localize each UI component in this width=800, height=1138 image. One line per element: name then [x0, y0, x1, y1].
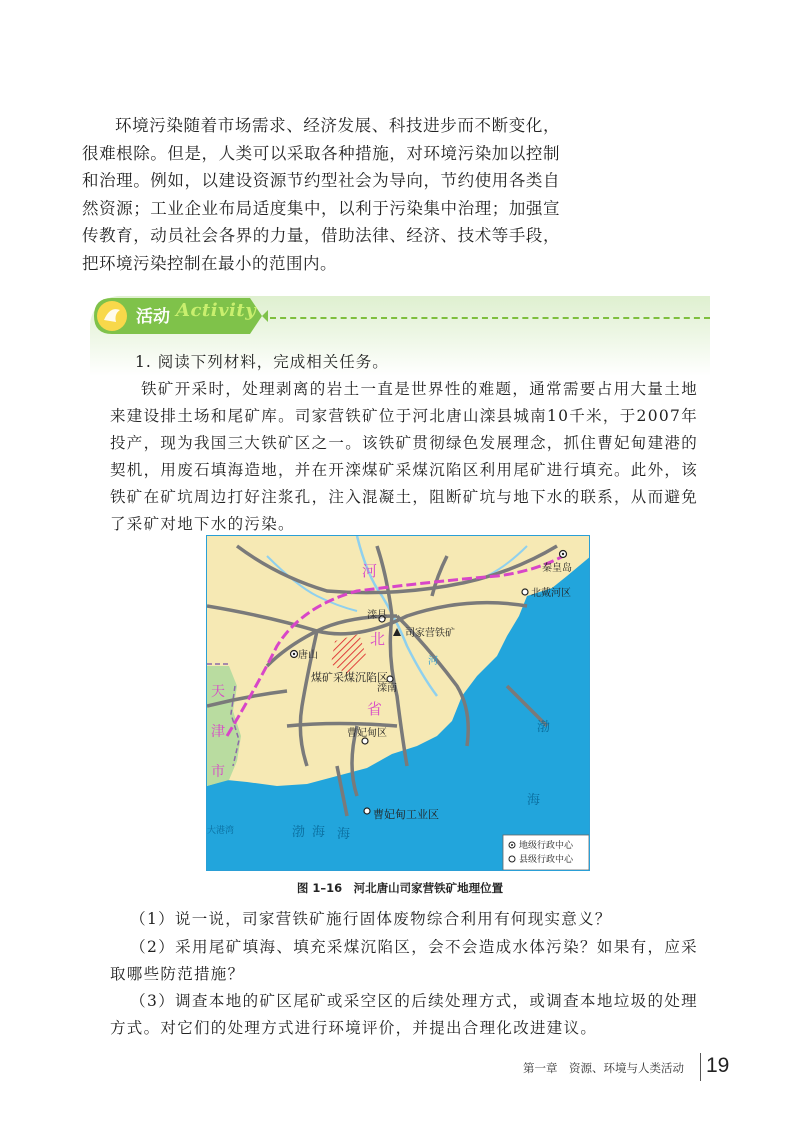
label-qinhuangdao: 秦皇岛: [542, 563, 572, 574]
activity-title: 活动: [136, 307, 170, 327]
label-hai-south-2: 海: [337, 827, 351, 842]
footer-chapter: 第一章 资源、环境与人类活动: [523, 1061, 684, 1075]
label-bo-south: 渤: [292, 825, 306, 840]
label-river-he: 河: [428, 656, 438, 667]
map-caption: 图 1–16 河北唐山司家营铁矿地理位置: [296, 881, 504, 895]
map-svg: [207, 536, 590, 871]
task-material: 铁矿开采时，处理剥离的岩土一直是世界性的难题，通常需要占用大量土地来建设排土场和尾矿库。司家营铁矿位于河北唐山滦县城南10千米，于2007年投产，现为我国三大铁矿区之一。该铁矿贯彻绿色发展理念，抓住曹妃甸建港的契机，用废石填海造地，并在开滦煤矿采煤沉陷区利用尾矿进行填充。此外，该铁矿在矿坑周边打好注浆孔，注入混凝土，阻断矿坑与地下水的联系，从而避免了采矿对地下水的污染。: [110, 380, 699, 533]
label-dagang: 大港湾: [207, 826, 235, 836]
label-luanxian: 滦县: [367, 610, 387, 621]
label-tian: 天: [211, 684, 225, 700]
activity-divider: [270, 317, 710, 319]
label-sheng-large: 省: [367, 700, 383, 718]
legend-county-label: 县级行政中心: [519, 855, 574, 865]
label-hai: 海: [527, 793, 541, 808]
label-luannan: 滦南: [377, 683, 397, 694]
label-bei-large: 北: [370, 630, 386, 648]
question-1: （1）说一说，司家营铁矿施行固体废物综合利用有何现实意义？: [130, 910, 612, 928]
label-tangshan: 唐山: [298, 650, 318, 661]
label-caofeidian-district: 曹妃甸区: [347, 728, 387, 739]
label-he-large: 河: [362, 562, 378, 580]
label-bo: 渤: [537, 720, 551, 735]
page-number: 19: [706, 1054, 730, 1077]
question-2: （2）采用尾矿填海、填充采煤沉陷区，会不会造成水体污染？如果有，应采取哪些防范措施？: [110, 938, 698, 983]
label-shi: 市: [211, 764, 225, 780]
map-legend: [503, 835, 589, 870]
label-beidaihe: 北戴河区: [531, 588, 571, 599]
map-figure: [206, 535, 590, 871]
label-jin: 津: [211, 724, 225, 740]
task-heading: 1. 阅读下列材料，完成相关任务。: [135, 353, 389, 371]
footer-divider: [700, 1053, 701, 1081]
label-caofeidian-industrial: 曹妃甸工业区: [373, 808, 439, 821]
label-hai-south: 海: [312, 825, 326, 840]
label-coal-area: 煤矿采煤沉陷区: [311, 671, 388, 684]
legend-prefecture-label: 地级行政中心: [519, 841, 574, 851]
activity-title-en: Activity: [176, 300, 257, 321]
question-3: （3）调查本地的矿区尾矿或采空区的后续处理方式，或调查本地垃圾的处理方式。对它们的处理方式进行环境评价，并提出合理化改进建议。: [110, 992, 698, 1037]
label-sijiaying: 司家营铁矿: [405, 628, 455, 639]
intro-paragraph: 环境污染随着市场需求、经济发展、科技进步而不断变化，很难根除。但是，人类可以采取各种措施，对环境污染加以控制和治理。例如，以建设资源节约型社会为导向，节约使用各类自然资源；工业企业布局适度集中，以利于污染集中治理；加强宣传教育，动员社会各界的力量，借助法律、经济、技术等手段，把环境污染控制在最小的范围内。: [82, 116, 560, 273]
